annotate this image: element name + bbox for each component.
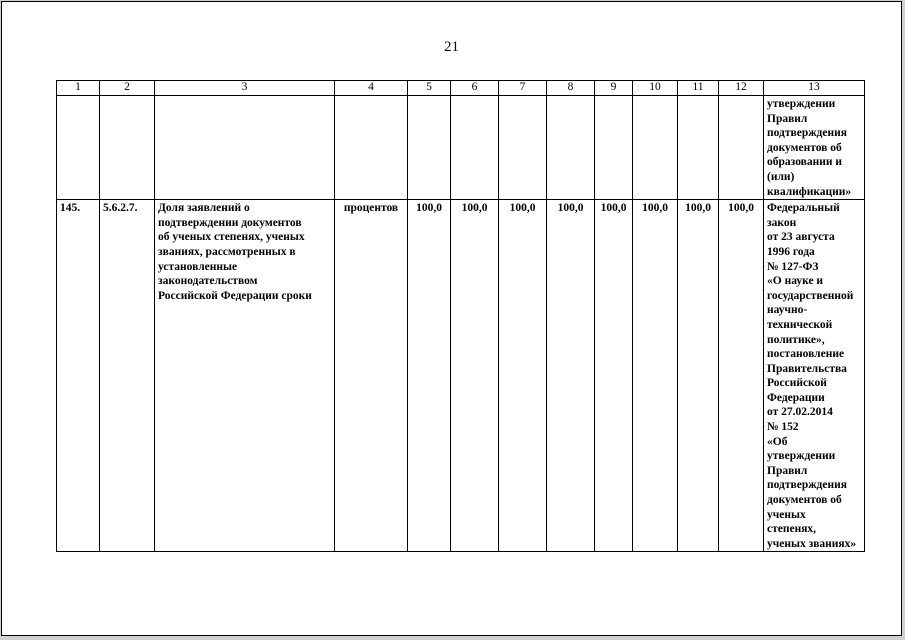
value-cell: 100,0: [408, 200, 451, 552]
text-line: подтверждении документов: [158, 216, 302, 229]
value-cell: 100,0: [633, 200, 678, 552]
text-line: документов об: [767, 494, 842, 507]
text-line: 1996 года: [767, 245, 815, 258]
text-line: Доля заявлений о: [158, 202, 250, 215]
row-code: 5.6.2.7.: [100, 200, 155, 552]
value-cell: 100,0: [499, 200, 547, 552]
text-line: законодательством: [158, 275, 258, 288]
text-line: «О науке и: [767, 275, 824, 288]
text-line: от 23 августа: [767, 231, 835, 244]
col-header: 10: [633, 81, 678, 96]
text-line: ученых званиях»: [767, 537, 857, 550]
text-line: утверждении: [767, 98, 836, 110]
text-line: (или): [767, 170, 795, 183]
col-header: 2: [100, 81, 155, 96]
col-header: 1: [57, 81, 100, 96]
text-line: Правительства: [767, 362, 847, 375]
value-cell: 100,0: [595, 200, 633, 552]
text-line: постановление: [767, 348, 845, 361]
unit-cell: процентов: [335, 200, 408, 552]
col-header: 8: [547, 81, 595, 96]
col-header: 6: [451, 81, 499, 96]
col-header: 11: [678, 81, 719, 96]
text-line: № 127-ФЗ: [767, 260, 819, 273]
text-line: подтверждения: [767, 479, 847, 492]
header-row: [57, 81, 865, 96]
text-line: государственной: [767, 289, 854, 302]
col-header: 13: [764, 81, 865, 96]
text-line: подтверждения: [767, 127, 847, 140]
value-cell: 100,0: [451, 200, 499, 552]
text-line: Российской Федерации сроки: [158, 289, 312, 302]
col-header: 5: [408, 81, 451, 96]
text-line: образовании и: [767, 156, 843, 169]
text-line: документов об: [767, 141, 842, 154]
text-line: Правил: [767, 464, 808, 477]
text-line: Федерации: [767, 391, 825, 404]
page-number: 21: [444, 39, 459, 55]
value-cell: 100,0: [678, 200, 719, 552]
continuation-basis-cell: [764, 96, 865, 200]
value-cell: 100,0: [719, 200, 764, 552]
text-line: Российской: [767, 377, 827, 390]
text-line: Федеральный: [767, 202, 840, 215]
text-line: ученых: [767, 508, 806, 521]
text-line: званиях, рассмотренных в: [158, 245, 296, 258]
text-line: научно-: [767, 304, 808, 317]
text-line: степенях,: [767, 523, 817, 536]
row-number: 145.: [57, 200, 100, 552]
text-line: квалификации»: [767, 185, 852, 198]
table-row: [57, 200, 865, 552]
text-line: утверждении: [767, 450, 836, 463]
col-header: 12: [719, 81, 764, 96]
text-line: технической: [767, 318, 833, 331]
continuation-row: [57, 96, 865, 200]
text-line: политике»,: [767, 333, 825, 346]
text-line: «Об: [767, 435, 788, 448]
indicators-table: [56, 80, 865, 552]
text-line: установленные: [158, 260, 238, 273]
value-cell: 100,0: [547, 200, 595, 552]
col-header: 4: [335, 81, 408, 96]
text-line: от 27.02.2014: [767, 406, 833, 419]
text-line: Правил: [767, 112, 808, 125]
text-line: об ученых степенях, ученых: [158, 231, 305, 244]
text-line: № 152: [767, 421, 799, 434]
col-header: 9: [595, 81, 633, 96]
text-line: закон: [767, 216, 797, 229]
document-page: [1, 1, 902, 636]
indicator-cell: [155, 200, 335, 552]
col-header: 7: [499, 81, 547, 96]
col-header: 3: [155, 81, 335, 96]
basis-cell: [764, 200, 865, 552]
